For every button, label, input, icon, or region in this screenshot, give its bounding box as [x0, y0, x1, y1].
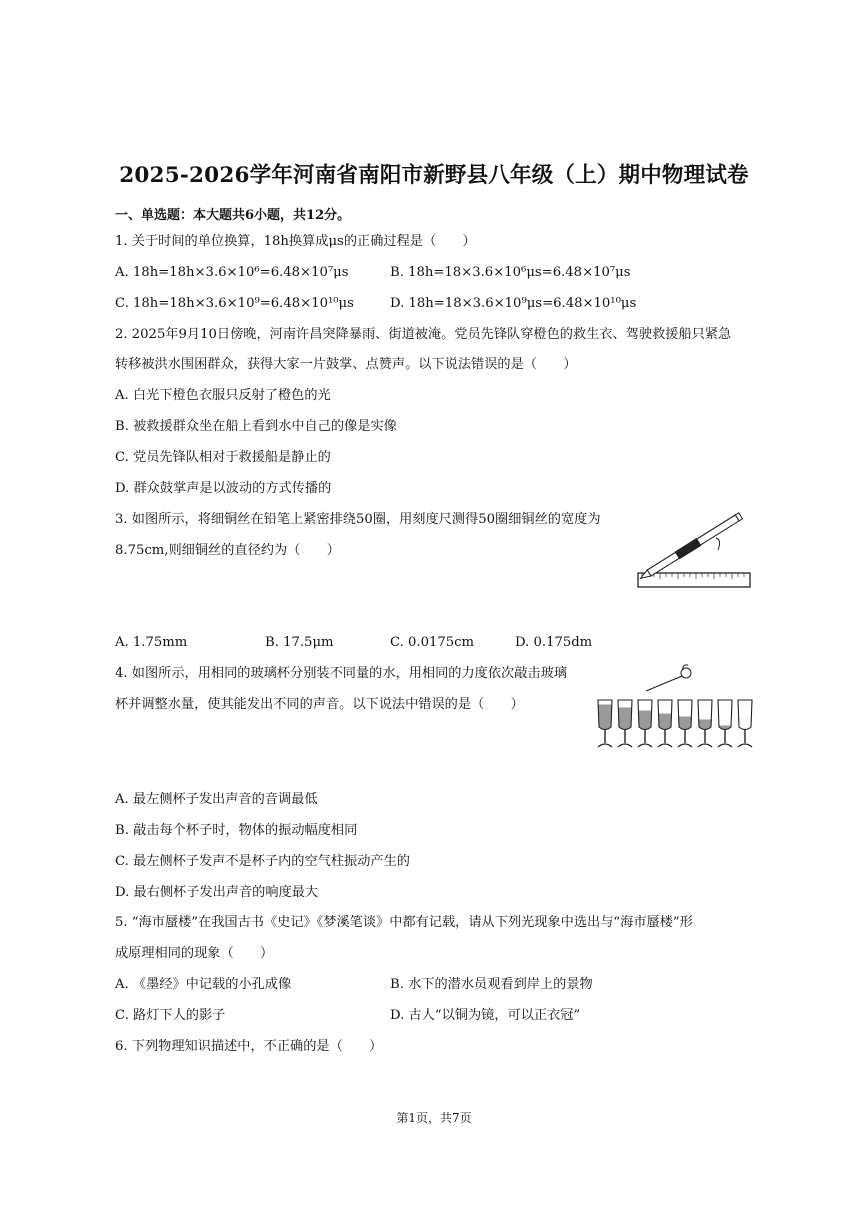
question-5-option-b: B. 水下的潜水员观看到岸上的景物 [390, 977, 593, 992]
question-3-option-d: D. 0.175dm [515, 635, 593, 650]
question-2-option-d: D. 群众鼓掌声是以波动的方式传播的 [115, 481, 332, 496]
question-1-option-d: D. 18h=18×3.6×10⁹μs=6.48×10¹⁰μs [390, 296, 637, 311]
question-3-stem-line-1: 3. 如图所示，将细铜丝在铅笔上紧密排绕50圈，用刻度尺测得50圈细铜丝的宽度为 [115, 512, 601, 527]
glass-4 [658, 700, 672, 747]
glasses-figure [590, 660, 760, 752]
glass-5 [678, 700, 692, 747]
question-4-option-b: B. 敲击每个杯子时，物体的振动幅度相同 [115, 823, 358, 838]
question-3-option-b: B. 17.5μm [265, 635, 334, 650]
question-5-option-a: A. 《墨经》中记载的小孔成像 [115, 977, 292, 992]
question-2-option-a: A. 白光下橙色衣服只反射了橙色的光 [115, 388, 331, 403]
question-3-stem-line-2: 8.75cm,则细铜丝的直径约为（ ） [115, 543, 340, 558]
question-4-option-d: D. 最右侧杯子发出声音的响度最大 [115, 885, 319, 900]
question-5-stem-line-2: 成原理相同的现象（ ） [115, 946, 274, 961]
glass-2 [618, 700, 632, 747]
question-4-stem-line-2: 杯并调整水量，使其能发出不同的声音。以下说法中错误的是（ ） [115, 697, 524, 712]
question-5-option-c: C. 路灯下人的影子 [115, 1008, 226, 1023]
question-1-option-b: B. 18h=18×3.6×10⁶μs=6.48×10⁷μs [390, 265, 631, 280]
glass-8 [738, 700, 752, 747]
section-heading: 一、单选题：本大题共6小题，共12分。 [115, 208, 351, 223]
question-5-option-d: D. 古人“以铜为镜，可以正衣冠” [390, 1008, 581, 1023]
page-footer: 第1页，共7页 [396, 1111, 472, 1125]
question-2-option-c: C. 党员先锋队相对于救援船是静止的 [115, 450, 331, 465]
question-5-stem-line-1: 5. “海市蜃楼”在我国古书《史记》《梦溪笔谈》中都有记载，请从下列光现象中选出与“海市蜃楼”形 [115, 915, 693, 930]
question-3-option-c: C. 0.0175cm [390, 635, 475, 650]
question-4-stem-line-1: 4. 如图所示，用相同的玻璃杯分别装不同量的水，用相同的力度依次敲击玻璃 [115, 666, 567, 681]
question-4-option-c: C. 最左侧杯子发声不是杯子内的空气柱振动产生的 [115, 854, 410, 869]
question-3-option-a: A. 1.75mm [115, 635, 188, 650]
question-1-option-a: A. 18h=18h×3.6×10⁶=6.48×10⁷μs [115, 265, 349, 280]
glass-7 [718, 700, 732, 747]
question-4-option-a: A. 最左侧杯子发出声音的音调最低 [115, 792, 318, 807]
pencil-ruler-figure [630, 508, 760, 593]
glass-1 [598, 700, 612, 747]
question-6-stem: 6. 下列物理知识描述中，不正确的是（ ） [115, 1039, 383, 1054]
glass-3 [638, 700, 652, 747]
page-title: 2025-2026学年河南省南阳市新野县八年级（上）期中物理试卷 [119, 163, 749, 188]
question-2-option-b: B. 被救援群众坐在船上看到水中自己的像是实像 [115, 419, 397, 434]
question-2-stem-line-1: 2. 2025年9月10日傍晚，河南许昌突降暴雨、街道被淹。党员先锋队穿橙色的救生衣、驾驶救援船只紧急 [115, 327, 732, 342]
question-2-stem-line-2: 转移被洪水围困群众，获得大家一片鼓掌、点赞声。以下说法错误的是（ ） [115, 357, 577, 372]
glass-6 [698, 700, 712, 747]
question-1-stem: 1. 关于时间的单位换算，18h换算成μs的正确过程是（ ） [115, 234, 476, 249]
question-1-option-c: C. 18h=18h×3.6×10⁹=6.48×10¹⁰μs [115, 296, 354, 311]
